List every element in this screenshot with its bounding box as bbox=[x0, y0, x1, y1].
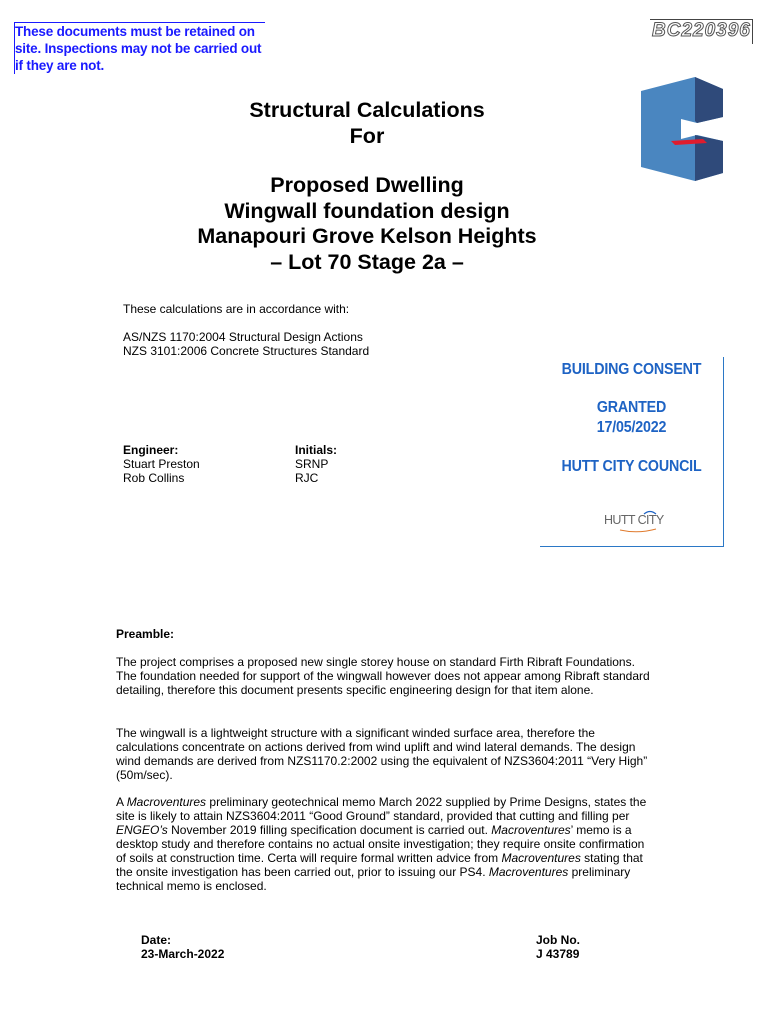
preamble-paragraph-3 bbox=[116, 795, 656, 893]
engineer-initials: RJC bbox=[295, 471, 319, 485]
title-line-2: For bbox=[349, 123, 385, 148]
p3-company: Macroventures bbox=[491, 823, 571, 837]
p3-text: preliminary technical memo is enclosed. bbox=[116, 865, 631, 893]
engineer-initials: SRNP bbox=[295, 457, 329, 471]
preamble-heading: Preamble: bbox=[116, 627, 175, 641]
subtitle-line-3: Manapouri Grove Kelson Heights bbox=[197, 224, 537, 248]
engineer-column bbox=[123, 443, 200, 485]
subtitle-line-1: Proposed Dwelling bbox=[270, 173, 464, 197]
date-label: Date: bbox=[141, 933, 172, 947]
hutt-city-logo-icon bbox=[600, 510, 670, 536]
job-block bbox=[536, 933, 580, 961]
initials-header: Initials: bbox=[295, 443, 338, 457]
standard-item: AS/NZS 1170:2004 Structural Design Actions bbox=[123, 330, 363, 344]
standard-item: NZS 3101:2006 Concrete Structures Standard bbox=[123, 344, 370, 358]
p3-company: ENGEO’s bbox=[116, 823, 168, 837]
title-line-1: Structural Calculations bbox=[249, 98, 485, 122]
bc-number: BC220396 bbox=[652, 20, 751, 41]
p3-text: stating that the onsite investigation has been carried out, prior to issuing our PS4. bbox=[116, 851, 643, 879]
p3-text: A bbox=[116, 795, 127, 809]
p3-text: ’ memo is a desktop study and therefore contains no actual onsite investigation; they require onsite confirmation of soils at construction time. Certa will require formal written advice from bbox=[116, 823, 645, 865]
engineer-header: Engineer: bbox=[123, 443, 179, 457]
p3-text: preliminary geotechnical memo March 2022 supplied by Prime Designs, states the site is likely to attain NZS3604:2011 “Good Ground” standard, provided that cutting and filling per bbox=[116, 795, 647, 823]
p3-company: Macroventures bbox=[501, 851, 581, 865]
consent-granted: GRANTED bbox=[596, 399, 667, 416]
preamble-paragraph-2: The wingwall is a lightweight structure with a significant winded surface area, therefore the calculations concentrate on actions derived from wind uplift and wind lateral demands. The design wind demands are derived from NZS1170.2:2002 using the equivalent of NZS3604:2011 “Very High” (50m/sec). bbox=[116, 726, 648, 782]
building-consent-stamp bbox=[540, 357, 724, 547]
p3-company: Macroventures bbox=[126, 795, 207, 809]
document-title bbox=[150, 98, 584, 149]
engineer-name: Rob Collins bbox=[123, 471, 185, 485]
retention-stamp bbox=[15, 22, 265, 74]
accordance-intro: These calculations are in accordance with: bbox=[123, 302, 350, 316]
subtitle-line-4: – Lot 70 Stage 2a – bbox=[270, 249, 464, 274]
p3-company: Macroventures bbox=[488, 865, 569, 879]
hutt-city-logo-text: HUTT CITY bbox=[604, 513, 664, 527]
retention-line-2: site. Inspections may not be carried out bbox=[15, 41, 262, 56]
job-label: Job No. bbox=[536, 933, 580, 947]
retention-line-3: if they are not. bbox=[15, 58, 105, 73]
date-block bbox=[141, 933, 224, 961]
initials-column bbox=[295, 443, 337, 485]
preamble-paragraph-1: The project comprises a proposed new single storey house on standard Firth Ribraft Foundations. The foundation needed for support of the wingwall however does not appear among Ribraft standard detailing, therefore this document presents specific engineering design for that item alone. bbox=[116, 655, 650, 697]
company-logo-icon bbox=[641, 77, 723, 181]
p3-text: November 2019 filling specification document is carried out. bbox=[167, 823, 492, 837]
consent-date: 17/05/2022 bbox=[596, 419, 667, 436]
engineer-name: Stuart Preston bbox=[123, 457, 200, 471]
job-number: J 43789 bbox=[536, 947, 580, 961]
standards-list bbox=[123, 330, 369, 358]
consent-line-1: BUILDING CONSENT bbox=[561, 361, 702, 378]
date-value: 23-March-2022 bbox=[141, 947, 225, 961]
subtitle-line-2: Wingwall foundation design bbox=[224, 198, 510, 223]
consent-council: HUTT CITY COUNCIL bbox=[561, 458, 702, 475]
retention-line-1: These documents must be retained on bbox=[15, 24, 255, 39]
document-subtitle bbox=[150, 173, 584, 275]
